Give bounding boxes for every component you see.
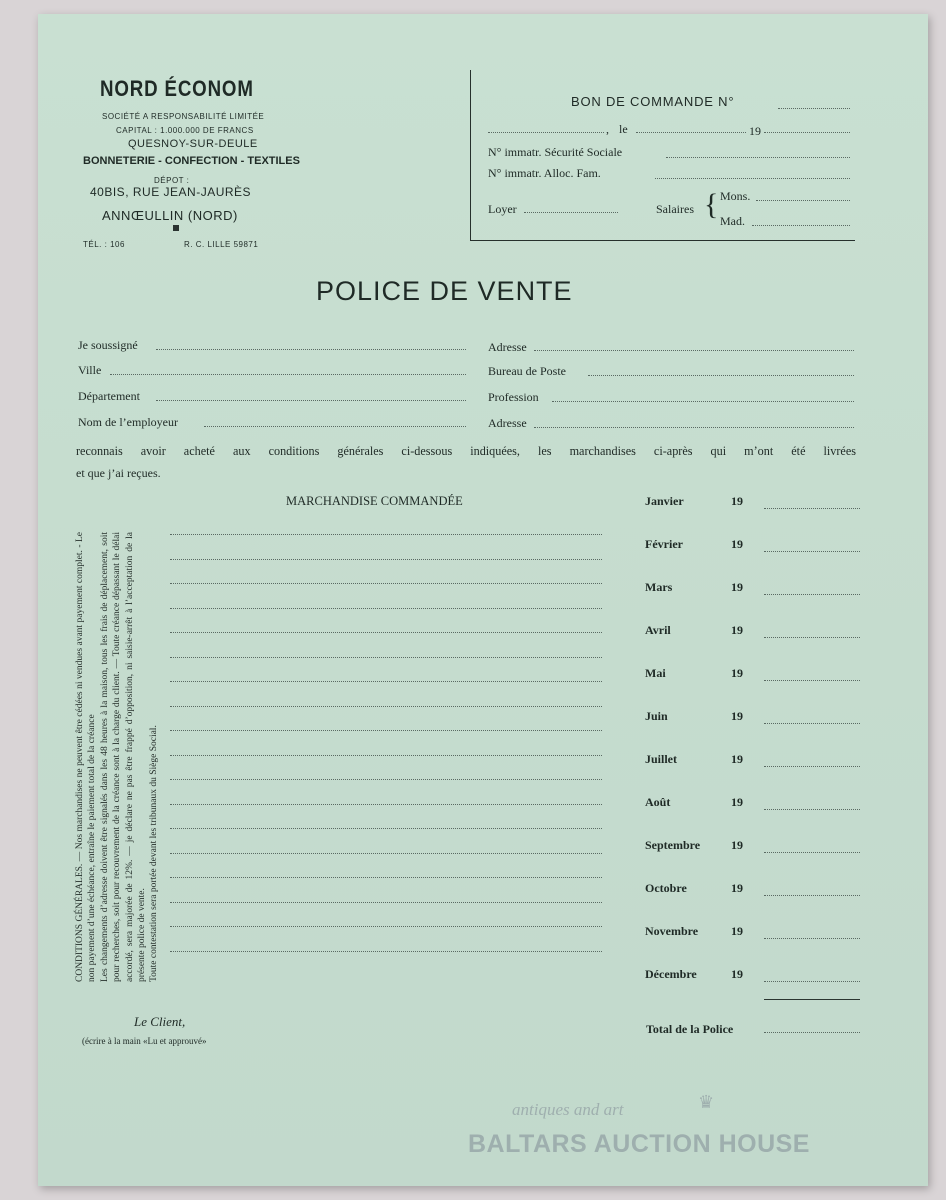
date-le: le	[619, 122, 628, 136]
adresse2-field[interactable]	[534, 427, 854, 428]
month-year: 19	[731, 967, 743, 981]
conditions-paragraph-3: Toute contestation sera portée devant les tribunaux du Siège Social.	[149, 725, 160, 982]
mad-label: Mad.	[720, 214, 745, 228]
month-label: Mars	[645, 580, 673, 594]
month-label: Juin	[645, 709, 668, 723]
month-amount-field[interactable]	[764, 637, 860, 638]
company-name: NORD ÉCONOM	[100, 76, 254, 101]
month-amount-field[interactable]	[764, 938, 860, 939]
goods-line[interactable]	[170, 730, 602, 731]
month-label: Novembre	[645, 924, 699, 938]
adresse2-label: Adresse	[488, 416, 527, 430]
company-phone: TÉL. : 106	[83, 240, 125, 249]
company-legal-form: SOCIÉTÉ A RESPONSABILITÉ LIMITÉE	[102, 112, 265, 121]
salaires-label: Salaires	[656, 202, 694, 216]
company-location: QUESNOY-SUR-DEULE	[128, 138, 258, 150]
goods-line[interactable]	[170, 534, 602, 535]
bureau-field[interactable]	[588, 375, 854, 376]
mons-field[interactable]	[756, 200, 850, 201]
month-year: 19	[731, 795, 743, 809]
month-year: 19	[731, 752, 743, 766]
employeur-field[interactable]	[204, 426, 466, 427]
goods-line[interactable]	[170, 853, 602, 854]
goods-line[interactable]	[170, 902, 602, 903]
place-field[interactable]	[488, 132, 604, 133]
month-amount-field[interactable]	[764, 551, 860, 552]
soussigne-label: Je soussigné	[78, 338, 138, 352]
soussigne-field[interactable]	[156, 349, 466, 350]
profession-label: Profession	[488, 390, 539, 404]
month-amount-field[interactable]	[764, 852, 860, 853]
company-activity: BONNETERIE - CONFECTION - TEXTILES	[83, 155, 300, 167]
company-rc: R. C. LILLE 59871	[184, 240, 259, 249]
month-label: Septembre	[645, 838, 701, 852]
total-field[interactable]	[764, 1032, 860, 1033]
month-year: 19	[731, 709, 743, 723]
departement-field[interactable]	[156, 400, 466, 401]
month-year: 19	[731, 666, 743, 680]
goods-line[interactable]	[170, 559, 602, 560]
crown-icon: ♛	[698, 1092, 715, 1112]
conditions-paragraph-2: Les changements d’adresse doivent être signalés dans les 48 heures à la maison, tous les frais de déplacement, soit pour recherches, soit pour recouvrement de la créance sont à la charge du client. — Toute créance dépassant le délai accordé, sera majorée de 12%. — je déclare ne pas être frappé d’opposition, ni saisie-arrêt à l’acceptation de la présente police de vente.	[99, 532, 148, 982]
month-amount-field[interactable]	[764, 508, 860, 509]
month-year: 19	[731, 881, 743, 895]
client-note: (écrire à la main «Lu et approuvé»	[82, 1036, 207, 1046]
stamp-mark	[173, 225, 179, 231]
total-rule	[764, 999, 860, 1000]
alloc-label: N° immatr. Alloc. Fam.	[488, 166, 601, 180]
month-amount-field[interactable]	[764, 981, 860, 982]
goods-line[interactable]	[170, 755, 602, 756]
month-label: Avril	[645, 623, 671, 637]
employeur-label: Nom de l’employeur	[78, 415, 178, 429]
loyer-field[interactable]	[524, 212, 618, 213]
goods-line[interactable]	[170, 951, 602, 952]
month-amount-field[interactable]	[764, 766, 860, 767]
secu-label: N° immatr. Sécurité Sociale	[488, 145, 623, 159]
month-year: 19	[731, 924, 743, 938]
month-label: Octobre	[645, 881, 687, 895]
month-label: Janvier	[645, 494, 684, 508]
alloc-field[interactable]	[655, 178, 850, 179]
month-label: Février	[645, 537, 683, 551]
goods-line[interactable]	[170, 828, 602, 829]
month-amount-field[interactable]	[764, 809, 860, 810]
company-capital: CAPITAL : 1.000.000 DE FRANCS	[116, 126, 254, 135]
ville-label: Ville	[78, 363, 102, 377]
month-amount-field[interactable]	[764, 895, 860, 896]
date-separator: ,	[606, 122, 609, 136]
month-year: 19	[731, 838, 743, 852]
month-label: Décembre	[645, 967, 697, 981]
goods-line[interactable]	[170, 632, 602, 633]
month-amount-field[interactable]	[764, 680, 860, 681]
date-field[interactable]	[636, 132, 746, 133]
goods-line[interactable]	[170, 926, 602, 927]
adresse1-label: Adresse	[488, 340, 527, 354]
ville-field[interactable]	[110, 374, 466, 375]
total-label: Total de la Police	[646, 1022, 734, 1036]
document-sheet	[38, 14, 928, 1186]
company-depot-label: DÉPOT :	[154, 176, 190, 185]
mad-field[interactable]	[752, 225, 850, 226]
order-number-label: BON DE COMMANDE N°	[571, 94, 735, 109]
watermark-name: BALTARS AUCTION HOUSE	[468, 1130, 810, 1158]
month-label: Mai	[645, 666, 666, 680]
brace-icon: {	[704, 188, 719, 221]
watermark-script: antiques and art	[512, 1100, 624, 1119]
page-title: POLICE DE VENTE	[316, 276, 573, 306]
general-conditions	[74, 532, 174, 982]
goods-header: MARCHANDISE COMMANDÉE	[286, 494, 463, 508]
conditions-paragraph-1: CONDITIONS GÉNÉRALES. — Nos marchandises ne peuvent être cédées ni vendues avant payement complet. - Le non payement d’une échéance, entraîne le paiement total de la créance	[75, 532, 98, 982]
goods-line[interactable]	[170, 681, 602, 682]
loyer-label: Loyer	[488, 202, 517, 216]
bureau-label: Bureau de Poste	[488, 364, 566, 378]
month-amount-field[interactable]	[764, 594, 860, 595]
secu-field[interactable]	[666, 157, 850, 158]
month-year: 19	[731, 537, 743, 551]
month-year: 19	[731, 623, 743, 637]
adresse1-field[interactable]	[534, 350, 854, 351]
goods-line[interactable]	[170, 583, 602, 584]
month-amount-field[interactable]	[764, 723, 860, 724]
statement-line-2: et que j’ai reçues.	[76, 466, 161, 480]
order-number-field[interactable]	[778, 108, 850, 109]
goods-line[interactable]	[170, 877, 602, 878]
company-address: 40BIS, RUE JEAN-JAURÈS	[90, 185, 252, 199]
client-label: Le Client,	[134, 1014, 186, 1029]
month-year: 19	[731, 494, 743, 508]
statement-line-1: reconnais avoir acheté aux conditions générales ci-dessous indiquées, les marchandises ci-après qui m’ont été livrées	[76, 444, 856, 458]
goods-line[interactable]	[170, 657, 602, 658]
month-label: Juillet	[645, 752, 677, 766]
goods-line[interactable]	[170, 608, 602, 609]
mons-label: Mons.	[720, 189, 751, 203]
profession-field[interactable]	[552, 401, 854, 402]
departement-label: Département	[78, 389, 140, 403]
goods-line[interactable]	[170, 706, 602, 707]
company-city: ANNŒULLIN (NORD)	[102, 208, 238, 223]
goods-line[interactable]	[170, 779, 602, 780]
goods-line[interactable]	[170, 804, 602, 805]
month-year: 19	[731, 580, 743, 594]
month-label: Août	[645, 795, 671, 809]
date-year: 19	[749, 124, 761, 138]
year-field[interactable]	[764, 132, 850, 133]
